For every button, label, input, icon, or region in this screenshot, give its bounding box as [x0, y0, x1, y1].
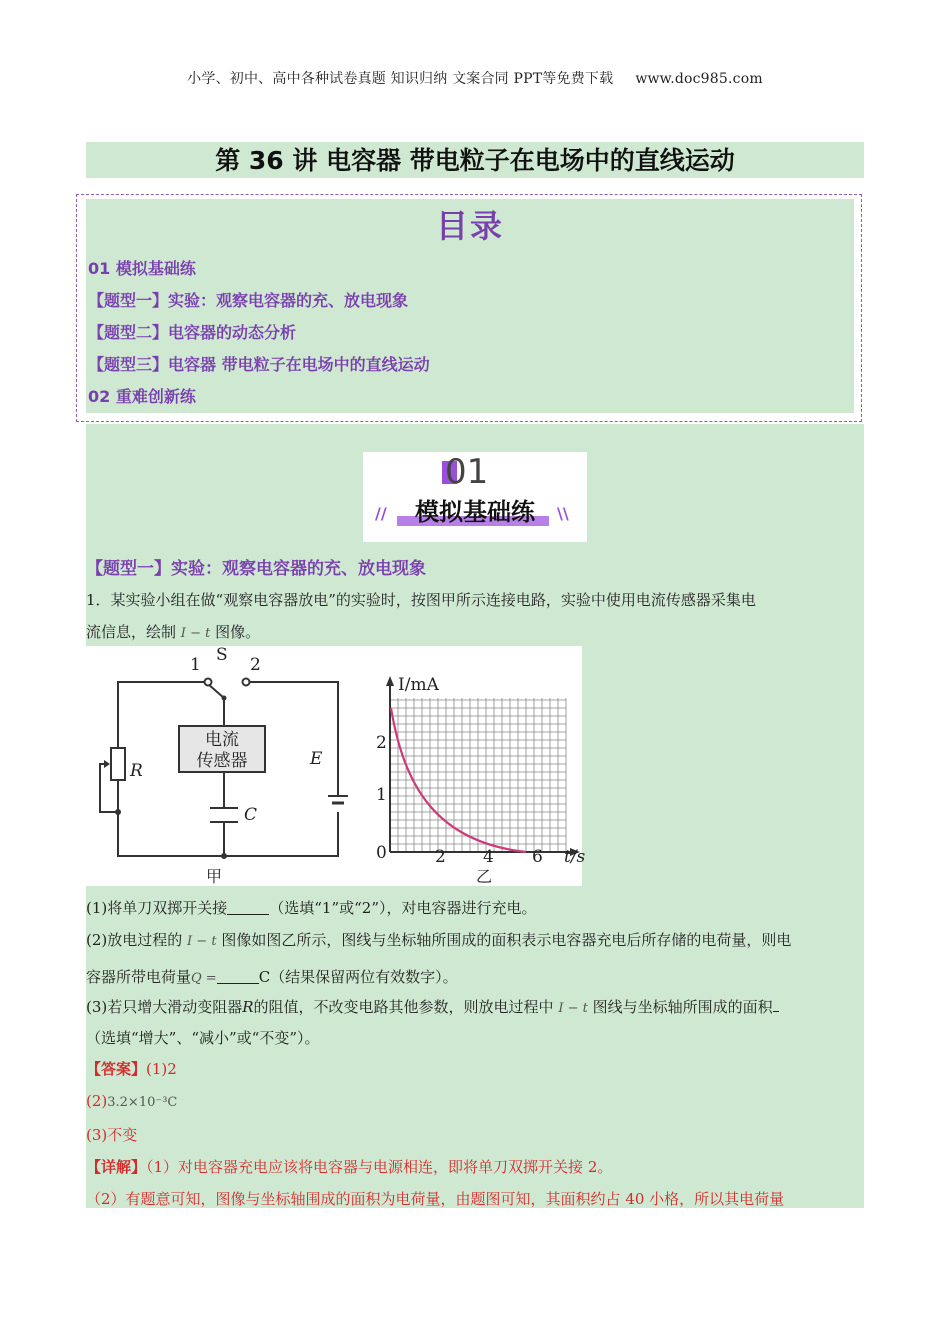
q1-text-a: (1)将单刀双掷开关接 [86, 899, 228, 917]
q3-answer-blank[interactable] [773, 997, 779, 1012]
page-header [0, 68, 950, 88]
answer-1: (1)2 [146, 1060, 177, 1078]
question-intro [86, 584, 864, 650]
graph-grid [390, 698, 566, 852]
q3-text-a: (3)若只增大滑动变阻器 [86, 998, 243, 1016]
toc-item-2[interactable]: 【题型二】电容器的动态分析 [88, 323, 297, 342]
q2-text-d: C（结果保留两位有效数字）。 [258, 968, 458, 986]
switch-label: S [216, 645, 228, 665]
graph-caption: 乙 [475, 867, 493, 886]
toc-item-4[interactable]: 02 重难创新练 [88, 387, 196, 406]
answer-3: (3)不变 [86, 1126, 138, 1144]
content-area [86, 424, 864, 1208]
switch-terminal-2 [243, 679, 250, 686]
answer-label: 【答案】 [86, 1060, 147, 1078]
origin-label: 0 [376, 843, 387, 863]
badge-left-mark: // [375, 504, 387, 523]
question-1 [86, 892, 864, 924]
toc-item-1[interactable]: 【题型一】实验：观察电容器的充、放电现象 [88, 291, 409, 310]
rheostat-slider-arrow [104, 760, 110, 768]
q3-text-c: 图线与坐标轴所围成的面积 [592, 998, 773, 1016]
header-text: 小学、初中、高中各种试卷真题 知识归纳 文案合同 PPT等免费下载 [187, 71, 614, 87]
q2-text-a: (2)放电过程的 [86, 931, 183, 949]
switch-pivot [222, 696, 227, 701]
figure [86, 645, 586, 886]
section-badge [363, 452, 587, 542]
detail-line-1 [86, 1151, 864, 1183]
q1-answer-blank[interactable] [227, 900, 269, 915]
q3-line2: （选填“增大”、“减小”或“不变”）。 [86, 1029, 320, 1047]
q2-math-q: Q = [191, 971, 217, 986]
detail-text-1: （1）对电容器充电应该将电容器与电源相连，即将单刀双掷开关接 2。 [146, 1158, 613, 1176]
graph-axes [390, 682, 574, 852]
sensor-label-line1: 电流 [205, 730, 239, 750]
figure-svg [86, 645, 586, 886]
capacitor-label: C [244, 805, 258, 825]
y-tick-1: 1 [376, 785, 387, 805]
badge-right-mark: \\ [557, 504, 569, 523]
header-url[interactable]: www.doc985.com [635, 71, 763, 87]
q3-math: I − t [558, 1001, 588, 1016]
x-tick-4: 4 [483, 847, 494, 867]
badge-number: 01 [445, 452, 489, 492]
question-intro-line2 [86, 616, 864, 650]
junction-dot [221, 853, 227, 859]
q2-line2 [86, 961, 864, 995]
resistor-label: R [130, 761, 143, 781]
question-intro-line1: 1．某实验小组在做“观察电容器放电”的实验时，按图甲所示连接电路，实验中使用电流传感器采集电 [86, 591, 756, 609]
answer-2-prefix: (2) [86, 1092, 108, 1110]
answer-block [86, 1053, 864, 1215]
intro-text-b: 图像。 [215, 623, 261, 641]
detail-line-2: （2）有题意可知，图像与坐标轴围成的面积为电荷量，由题图可知，其面积约占 40 小格，所以其电荷量 [86, 1190, 785, 1208]
emf-label: E [310, 749, 323, 769]
terminal-1-label: 1 [190, 655, 201, 675]
toc-heading: 目录 [435, 207, 504, 245]
y-axis-label: I/mA [398, 675, 439, 695]
detail-label: 【详解】 [86, 1158, 147, 1176]
answer-line-1 [86, 1053, 864, 1085]
toc-item-0[interactable]: 01 模拟基础练 [88, 259, 196, 278]
switch-terminal-1 [205, 679, 212, 686]
rheostat-body [111, 748, 125, 780]
answer-2-value: 3.2×10⁻³C [107, 1095, 178, 1110]
q3-line1 [86, 991, 864, 1025]
toc-item-3[interactable]: 【题型三】电容器 带电粒子在电场中的直线运动 [88, 355, 430, 374]
q2-text-b: 图像如图乙所示，图线与坐标轴所围成的面积表示电容器充电后所存储的电荷量，则电 [221, 931, 792, 949]
q2-answer-blank[interactable] [217, 969, 259, 984]
y-tick-2: 2 [376, 733, 387, 753]
q2-text-c: 容器所带电荷量 [86, 968, 192, 986]
y-axis-arrow [386, 676, 394, 686]
question-3 [86, 991, 864, 1054]
q3-text-b: 的阻值，不改变电路其他参数，则放电过程中 [253, 998, 554, 1016]
junction-dot [115, 809, 121, 815]
intro-text-a: 流信息，绘制 [86, 623, 177, 641]
x-axis-label: t/s [564, 847, 586, 867]
question-2 [86, 924, 864, 995]
x-tick-2: 2 [435, 847, 446, 867]
sensor-label-line2: 传感器 [196, 751, 248, 771]
terminal-2-label: 2 [250, 655, 261, 675]
q1-text-b: （选填“1”或“2”），对电容器进行充电。 [269, 899, 537, 917]
q3-resistor-symbol: R [242, 998, 254, 1016]
circuit-caption: 甲 [205, 867, 223, 886]
answer-line-2 [86, 1085, 864, 1119]
lecture-title: 第 36 讲 电容器 带电粒子在电场中的直线运动 [86, 142, 864, 178]
q2-line1 [86, 924, 864, 958]
x-tick-6: 6 [532, 847, 543, 867]
section-title: 【题型一】实验：观察电容器的充、放电现象 [86, 559, 426, 579]
table-of-contents [76, 194, 862, 422]
toc-panel [86, 199, 854, 413]
intro-math: I − t [180, 626, 211, 641]
badge-label: 模拟基础练 [415, 498, 535, 526]
q2-math: I − t [187, 934, 217, 949]
